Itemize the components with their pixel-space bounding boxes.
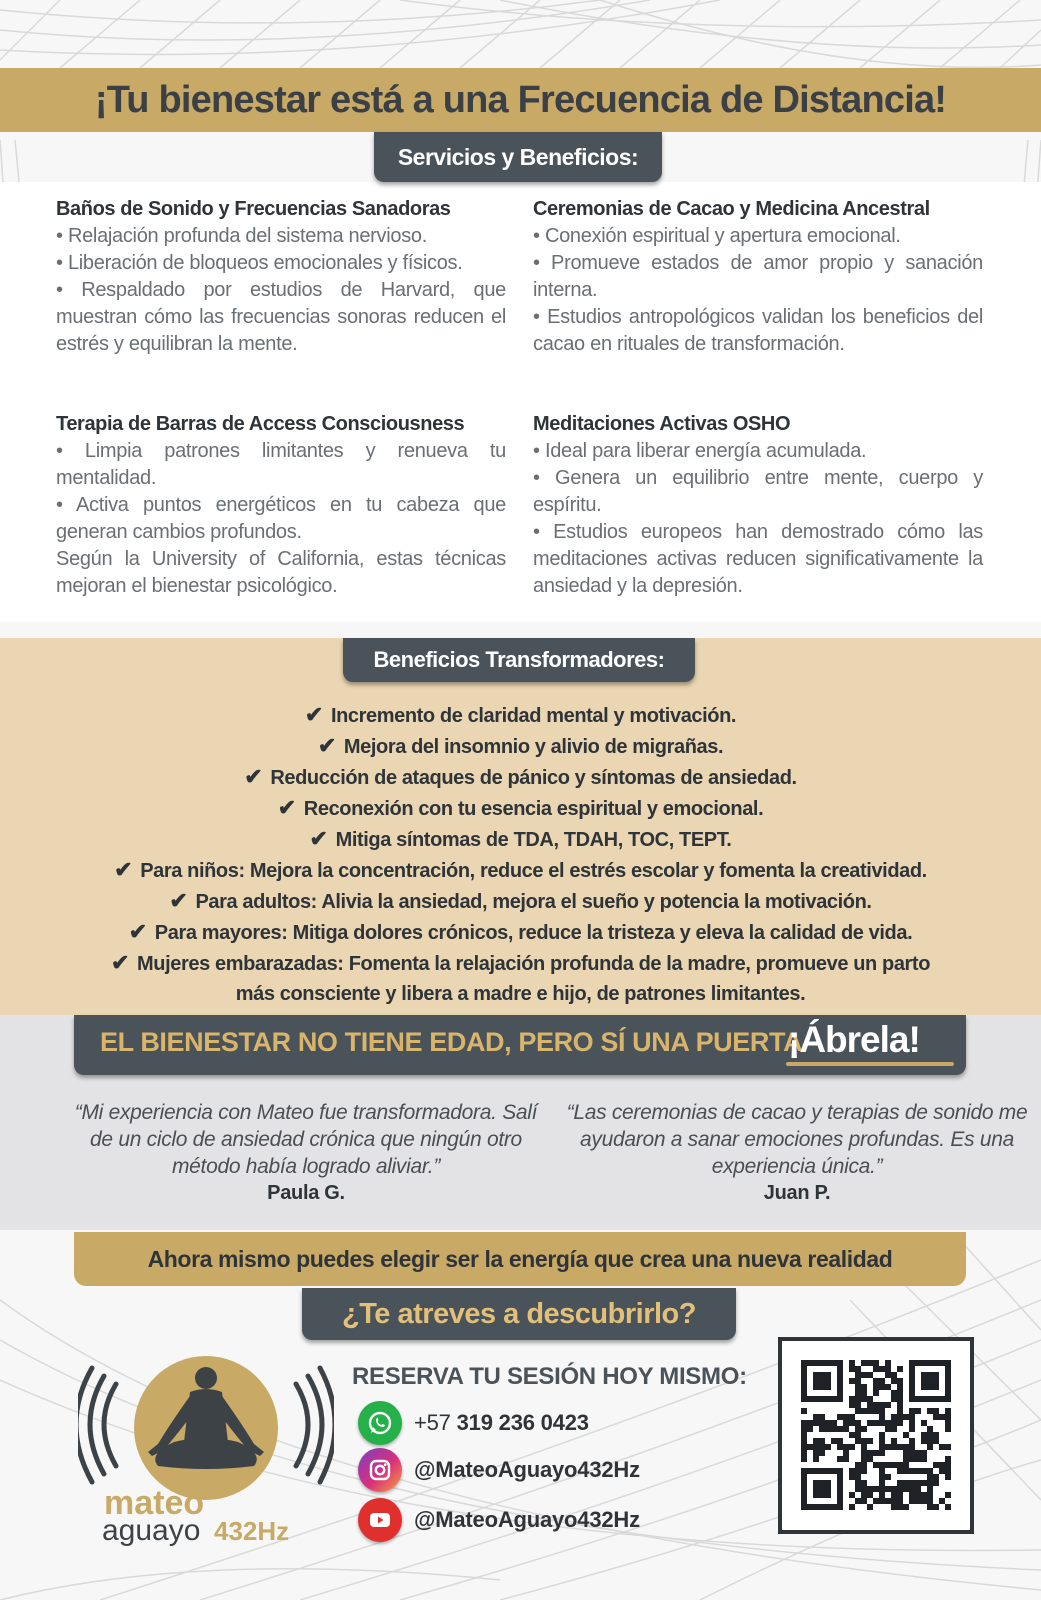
benefits-list [40,700,1001,1009]
svg-text:mateo: mateo [104,1484,205,1522]
whatsapp-icon [358,1401,402,1445]
check-icon: ✔ [110,950,130,975]
dare-banner: ¿Te atreves a descubrirlo? [302,1288,736,1340]
service-access-bars [56,411,506,600]
cta-underline [786,1062,954,1066]
page-title: ¡Tu bienestar está a una Frecuencia de Distancia! [94,78,947,121]
service-osho-meditations [533,411,983,600]
testimonial-quote: “Las ceremonias de cacao y terapias de sonido me ayudaron a sanar emociones profundas. Es una experiencia única.” [566,1101,1028,1178]
youtube-contact[interactable] [358,1498,640,1542]
service-bullet: Según la University of California, estas técnicas mejoran el bienestar psicológico. [56,548,506,597]
testimonial [66,1099,546,1207]
service-bullet: • Estudios antropológicos validan los beneficios del cacao en rituales de transformación. [533,306,983,355]
benefit-item: ✔ Mejora del insomnio y alivio de migrañas. [317,733,724,758]
service-cacao-ceremonies [533,196,983,358]
check-icon: ✔ [317,733,336,758]
service-bullet: • Genera un equilibrio entre mente, cuerpo y espíritu. [533,467,983,516]
service-bullet: • Promueve estados de amor propio y sanación interna. [533,252,983,301]
instagram-icon [358,1448,402,1492]
benefits-label: Beneficios Transformadores: [343,638,695,682]
youtube-handle: @MateoAguayo432Hz [414,1507,640,1532]
service-bullet: • Estudios europeos han demostrado cómo las meditaciones activas reducen significativamente la ansiedad y la depresión. [533,521,983,597]
check-icon: ✔ [309,826,328,851]
service-sound-baths [56,196,506,358]
svg-text:432Hz: 432Hz [214,1516,290,1546]
benefit-item-continued: más consciente y libera a madre e hijo, de patrones limitantes. [235,983,806,1005]
testimonial-author: Paula G. [267,1182,345,1204]
service-title: Baños de Sonido y Frecuencias Sanadoras [56,198,451,220]
check-icon: ✔ [244,764,263,789]
testimonial-author: Juan P. [763,1182,831,1204]
service-bullet: • Conexión espiritual y apertura emocional. [533,225,901,247]
service-bullet: • Ideal para liberar energía acumulada. [533,440,867,462]
check-icon: ✔ [304,702,323,727]
service-title: Ceremonias de Cacao y Medicina Ancestral [533,198,930,220]
service-title: Terapia de Barras de Access Consciousness [56,413,465,435]
benefit-item: ✔ Para niños: Mejora la concentración, reduce el estrés escolar y fomenta la creatividad. [114,857,927,882]
testimonial-quote: “Mi experiencia con Mateo fue transformadora. Salí de un ciclo de ansiedad crónica que ningún otro método había logrado aliviar.” [74,1101,538,1178]
brand-logo [78,1354,334,1550]
benefit-item: ✔ Para mayores: Mitiga dolores crónicos, reduce la tristeza y eleva la calidad de vida. [128,919,913,944]
service-bullet: • Limpia patrones limitantes y renueva tu mentalidad. [56,440,506,489]
benefit-item: ✔ Mitiga síntomas de TDA, TDAH, TOC, TEPT. [309,826,732,851]
services-label: Servicios y Beneficios: [374,132,662,182]
check-icon: ✔ [169,888,188,913]
qr-code-pattern [782,1341,970,1530]
check-icon: ✔ [277,795,296,820]
svg-text:aguayo: aguayo [102,1514,201,1547]
service-title: Meditaciones Activas OSHO [533,413,791,435]
service-bullet: • Relajación profunda del sistema nervioso. [56,225,427,247]
age-banner-cta: ¡Ábrela! [788,1019,920,1060]
check-icon: ✔ [114,857,133,882]
youtube-icon [358,1498,402,1542]
qr-code[interactable] [778,1337,974,1534]
whatsapp-contact[interactable] [358,1401,589,1445]
benefit-item: ✔ Reducción de ataques de pánico y síntomas de ansiedad. [244,764,797,789]
benefit-item: ✔ Para adultos: Alivia la ansiedad, mejora el sueño y potencia la motivación. [169,888,872,913]
reserve-title: RESERVA TU SESIÓN HOY MISMO: [352,1363,747,1390]
testimonial [557,1099,1037,1207]
header-banner [0,68,1041,132]
check-icon: ✔ [128,919,147,944]
instagram-handle: @MateoAguayo432Hz [414,1457,640,1482]
instagram-contact[interactable] [358,1448,640,1492]
benefit-item: ✔ Reconexión con tu esencia espiritual y emocional. [277,795,764,820]
phone-number: +57 319 236 0423 [414,1410,589,1435]
service-bullet: • Activa puntos energéticos en tu cabeza que generan cambios profundos. [56,494,506,543]
service-bullet: • Liberación de bloqueos emocionales y físicos. [56,252,463,274]
age-banner-text: EL BIENESTAR NO TIENE EDAD, PERO SÍ UNA PUERTA [100,1027,803,1057]
choose-banner: Ahora mismo puedes elegir ser la energía que crea una nueva realidad [74,1232,966,1286]
benefit-item: ✔ Incremento de claridad mental y motivación. [304,702,737,727]
service-bullet: • Respaldado por estudios de Harvard, que muestran cómo las frecuencias sonoras reducen el estrés y equilibran la mente. [56,279,506,355]
benefit-item: ✔ Mujeres embarazadas: Fomenta la relajación profunda de la madre, promueve un parto [110,950,931,975]
